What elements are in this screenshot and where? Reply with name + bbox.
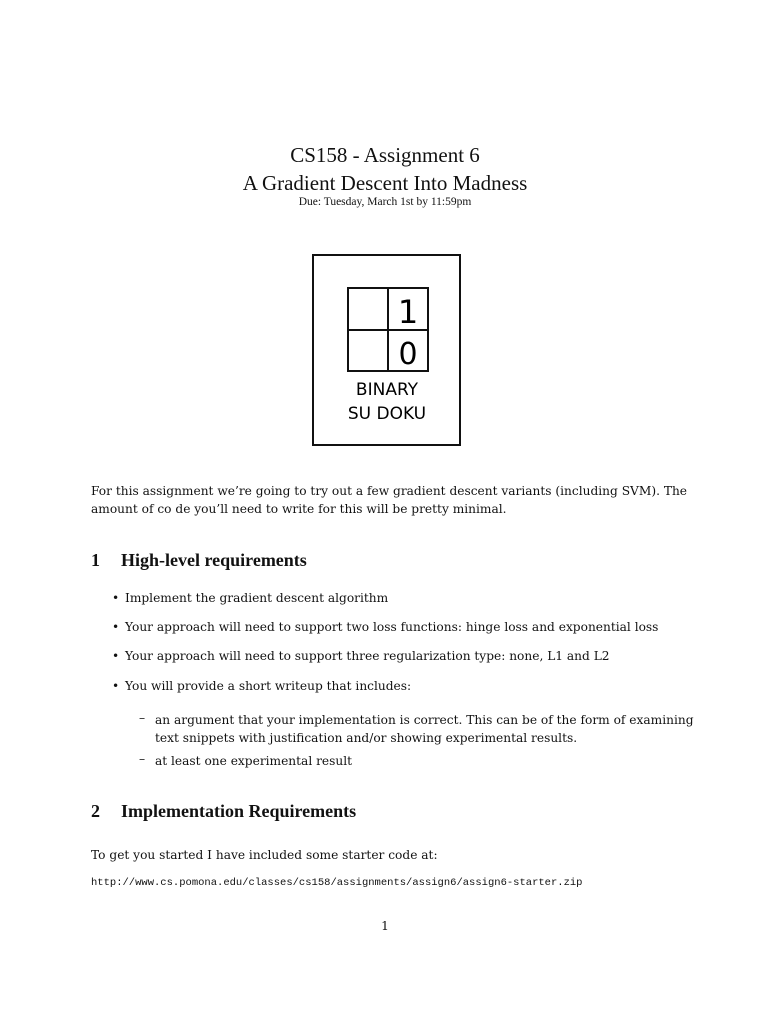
list-item: Your approach will need to support two loss functions: hinge loss and exponential loss: [125, 620, 659, 634]
section-1-number: 1: [91, 550, 100, 570]
section-2-text: To get you started I have included some starter code at:: [91, 848, 438, 862]
assignment-title: CS158 - Assignment 6: [290, 143, 480, 167]
bullet-glyph: •: [112, 649, 120, 663]
dash-glyph: –: [139, 752, 146, 766]
comic-caption-line2: SU DOKU: [347, 404, 427, 424]
list-item: Implement the gradient descent algorithm: [125, 591, 389, 605]
section-1-title: High-level requirements: [121, 550, 307, 570]
grid-cell-1-1: 0: [398, 337, 418, 372]
starter-code-link[interactable]: http://www.cs.pomona.edu/classes/cs158/assignments/assign6/assign6-starter.zip: [91, 877, 583, 889]
sub-item-line: at least one experimental result: [155, 754, 353, 768]
intro-line-2: amount of co de you’ll need to write for this will be pretty minimal.: [91, 502, 507, 516]
section-2-number: 2: [91, 801, 100, 821]
list-item: You will provide a short writeup that includes:: [125, 679, 412, 693]
due-date: Due: Tuesday, March 1st by 11:59pm: [298, 196, 472, 208]
section-2-title: Implementation Requirements: [121, 801, 357, 821]
comic-caption-line1: BINARY: [355, 380, 419, 400]
bullet-glyph: •: [112, 620, 120, 634]
sub-item-line: text snippets with justification and/or showing experimental results.: [155, 731, 578, 745]
assignment-subtitle: A Gradient Descent Into Madness: [242, 171, 528, 195]
binary-sudoku-comic: [311, 253, 463, 449]
bullet-glyph: •: [112, 679, 120, 693]
dash-glyph: –: [139, 711, 146, 725]
list-item: Your approach will need to support three regularization type: none, L1 and L2: [125, 649, 610, 663]
grid-cell-0-1: 1: [397, 293, 419, 331]
bullet-glyph: •: [112, 591, 120, 605]
intro-line-1: For this assignment we’re going to try out a few gradient descent variants (including SVM). The: [91, 484, 688, 498]
page-number: 1: [381, 919, 389, 933]
sub-item-line: an argument that your implementation is correct. This can be of the form of examining: [155, 713, 694, 727]
